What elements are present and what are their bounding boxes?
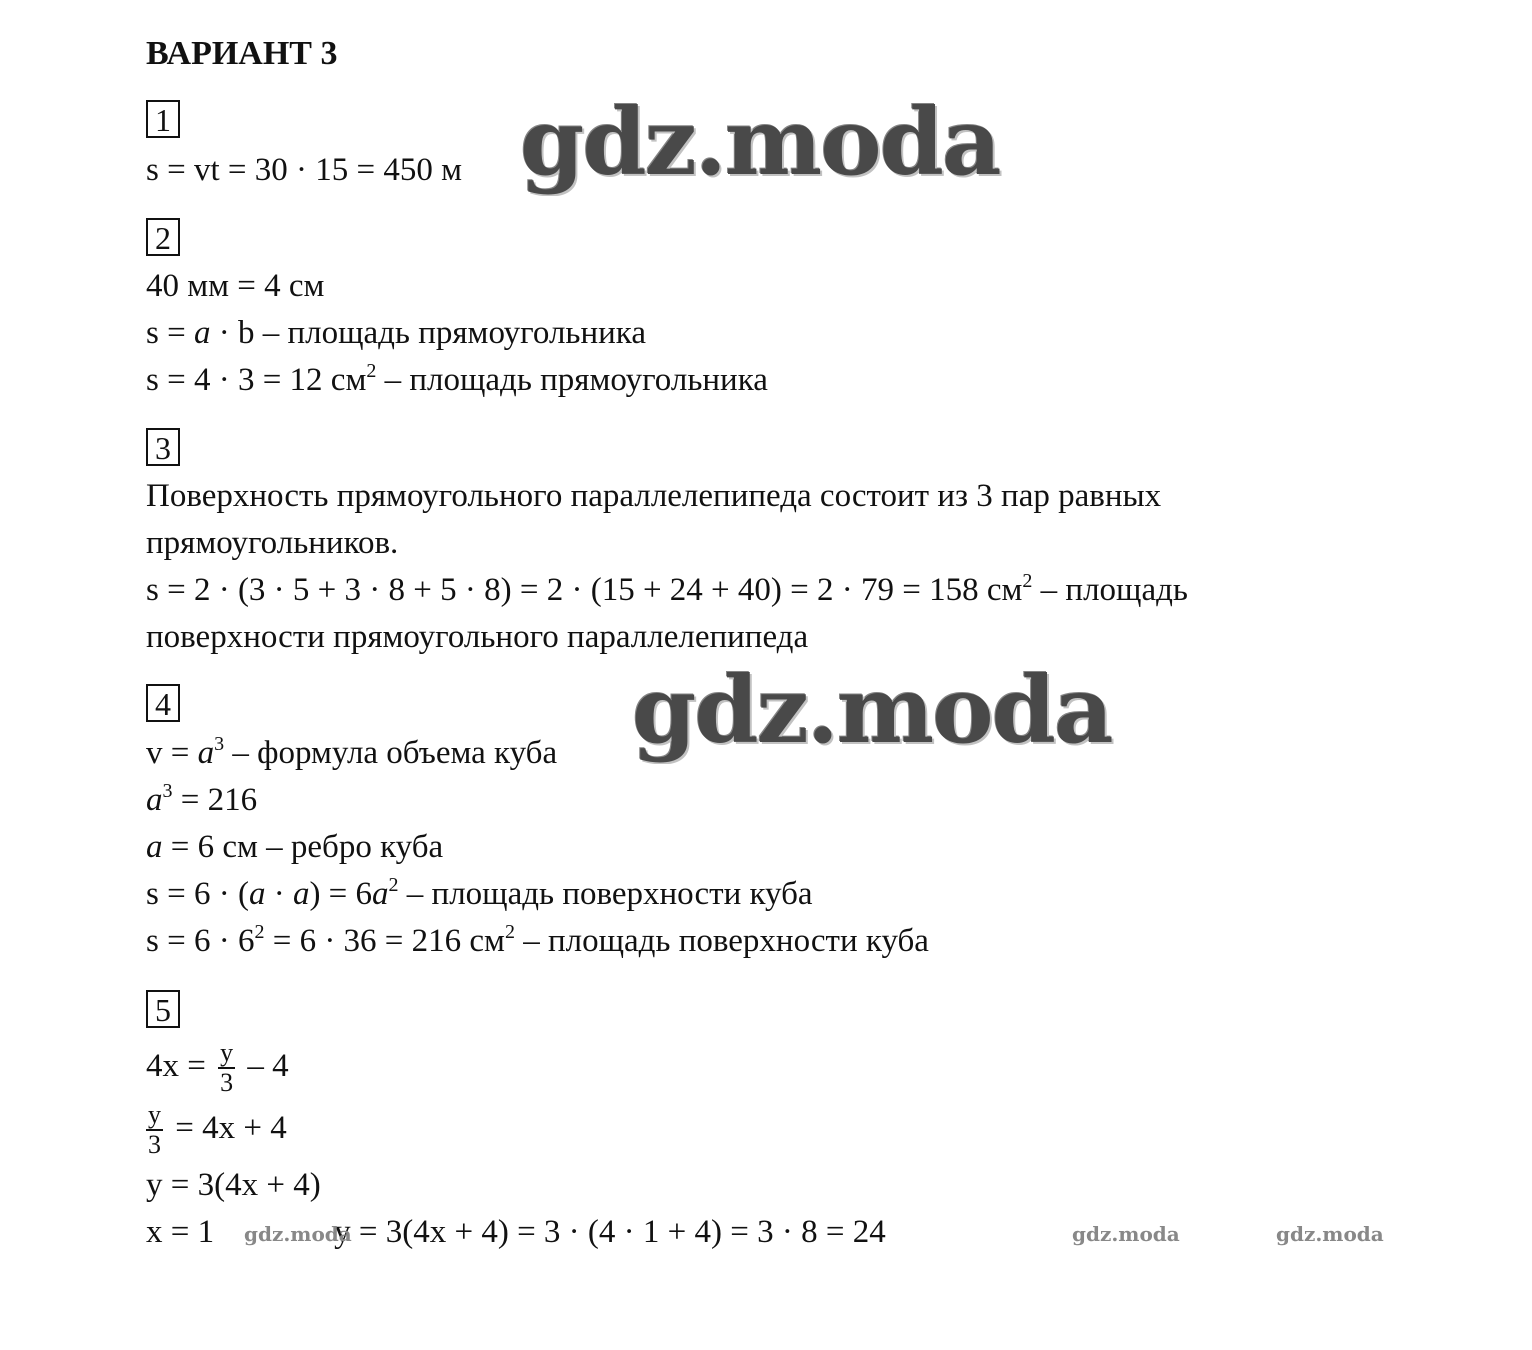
watermark-logo: gdz.moda — [520, 88, 1000, 196]
task-number-2: 2 — [146, 218, 180, 256]
task-number-5: 5 — [146, 990, 180, 1028]
task-4-line-3: a = 6 см – ребро куба — [146, 829, 444, 865]
task-number-3: 3 — [146, 428, 180, 466]
task-5-line-4: x = 1 y = 3(4x + 4) = 3 · (4 · 1 + 4) = 3 · 8 = 24 — [146, 1214, 886, 1250]
watermark-logo: gdz.moda — [632, 656, 1112, 764]
task-5-line-2: $\frac{y}{3}$ = 4x + 4 — [148, 1100, 287, 1160]
task-2-line-3: s = 4 · 3 = 12 $см^2$ – площадь прямоугольника — [146, 360, 768, 398]
watermark-small: gdz.moda — [244, 1222, 352, 1246]
task-3-line-2: прямоугольников. — [146, 525, 399, 561]
task-4-line-4: $s = 6 \cdot (a \cdot a) = 6a^2$ – площадь поверхности куба — [146, 874, 813, 912]
task-5-line-1: 4x = $\frac{y}{3}$ – 4 — [146, 1038, 289, 1098]
page-title: ВАРИАНТ 3 — [146, 35, 338, 72]
watermark-small: gdz.moda — [1276, 1222, 1384, 1246]
fraction-y-over-3: $\frac{y}{3}$ — [220, 1038, 234, 1098]
task-4-line-2: $a^3 = 216$ — [146, 780, 258, 818]
task-2-line-1: 40 мм = 4 см — [146, 268, 325, 304]
watermark-small: gdz.moda — [1072, 1222, 1180, 1246]
task-3-line-1: Поверхность прямоугольного параллелепипеда состоит из 3 пар равных — [146, 478, 1162, 514]
task-5-line-3: y = 3(4x + 4) — [146, 1167, 321, 1203]
task-1-line-1: s = vt = 30 · 15 = 450 м — [146, 152, 462, 188]
task-number-4: 4 — [146, 684, 180, 722]
task-2-line-2: s = a · b – площадь прямоугольника — [146, 315, 646, 351]
task-4-line-1: $v = a^3$ – формула объема куба — [146, 733, 558, 771]
task-3-line-4: поверхности прямоугольного параллелепипеда — [146, 619, 809, 655]
task-3-line-3: s = 2 · (3 · 5 + 3 · 8 + 5 · 8) = 2 · (15 + 24 + 40) = 2 · 79 = 158 $см^2$ – площадь — [146, 570, 1188, 608]
task-number-1: 1 — [146, 100, 180, 138]
fraction-y-over-3: $\frac{y}{3}$ — [148, 1100, 161, 1160]
task-4-line-5: $s = 6 \cdot 6^2 = 6 \cdot 36 = 216$ $см^2$ – площадь поверхности куба — [146, 921, 929, 959]
